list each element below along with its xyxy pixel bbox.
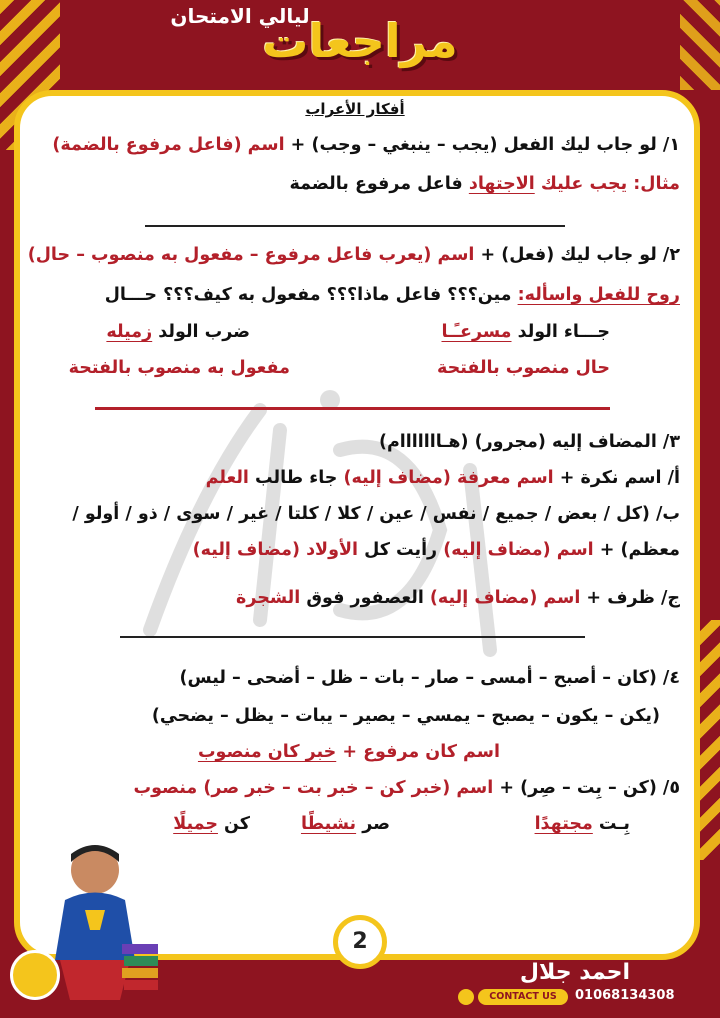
rule5-ex1-word: مجتهدًا xyxy=(534,814,593,834)
page-number: 2 xyxy=(333,915,387,969)
rule2-example-left xyxy=(106,322,250,342)
rule1-example-note: فاعل مرفوع بالضمة xyxy=(289,174,469,194)
rule3-title: ٣/ المضاف إليه (مجرور) (هـااااااام) xyxy=(378,432,680,452)
rule4-line3 xyxy=(198,742,500,762)
separator-3 xyxy=(120,636,585,638)
contact-icon xyxy=(458,989,474,1005)
rule2-ex-left-text: ضرب الولد xyxy=(152,322,250,342)
separator-1 xyxy=(145,225,565,227)
rule3-c-text: ج/ ظرف + xyxy=(580,588,680,608)
rule3-a xyxy=(20,468,680,488)
brand-logo-badge xyxy=(10,950,60,1000)
rule2-ex-right-text: جـــاء الولد xyxy=(511,322,610,342)
rule3-a-text: أ/ اسم نكرة + xyxy=(553,468,680,488)
rule2-result-right: حال منصوب بالفتحة xyxy=(436,358,610,378)
rule5-ex3-verb: كن xyxy=(217,814,250,834)
rule3-b2-example: رأيت كل xyxy=(357,540,444,560)
rule4-name: اسم كان مرفوع + xyxy=(336,742,500,762)
rule3-c xyxy=(20,588,680,608)
watermark-logo xyxy=(110,370,550,690)
rule2-result-left: مفعول به منصوب بالفتحة xyxy=(68,358,290,378)
rule3-c-example: العصفور فوق xyxy=(300,588,430,608)
rule5-ex1-verb: بِـت xyxy=(592,814,630,834)
rule2-example-right xyxy=(441,322,610,342)
rule3-b2 xyxy=(20,540,680,560)
rule2-questions: مين؟؟؟ فاعل ماذا؟؟؟ مفعول به كيف؟؟؟ حـــال xyxy=(104,285,518,305)
rule5-example3 xyxy=(173,814,250,834)
rule5-ex2-word: نشيطًا xyxy=(300,814,357,834)
rule1-example-subject: الاجتهاد xyxy=(468,174,535,194)
rule1-text: ١/ لو جاب ليك الفعل (يجب – ينبغي – وجب) + xyxy=(284,135,680,155)
rule2-ask-label: روح للفعل واسأله: xyxy=(517,285,680,305)
decorative-stripes-right-top xyxy=(680,0,720,90)
section-title: أفكار الأعراب xyxy=(305,100,405,118)
rule3-a-highlight: اسم معرفة (مضاف إليه) xyxy=(343,468,554,488)
rule4-predicate: خبر كان منصوب xyxy=(197,742,337,762)
rule3-b2-highlight: اسم (مضاف إليه) xyxy=(443,540,594,560)
separator-2 xyxy=(95,407,610,410)
rule5-example1 xyxy=(535,814,630,834)
rule2-highlight: اسم (يعرب فاعل مرفوع – مفعول به منصوب – حال) xyxy=(27,245,475,265)
rule3-a-example: جاء طالب xyxy=(248,468,344,488)
rule4-line1: ٤/ (كان – أصبح – أمسى – صار – بات – ظل – أضحى – ليس) xyxy=(179,668,680,688)
contact-us-badge: CONTACT US xyxy=(478,989,568,1005)
rule5-ex2-verb: صر xyxy=(356,814,390,834)
rule3-b2-text: معظم) + xyxy=(593,540,680,560)
rule2-line1 xyxy=(20,245,680,265)
footer-phone: 01068134308 xyxy=(575,988,675,1003)
rule1-highlight: اسم (فاعل مرفوع بالضمة) xyxy=(52,135,285,155)
rule3-b1: ب/ (كل / بعض / جميع / نفس / عين / كلا / كلتا / غير / سوى / ذو / أولو / xyxy=(72,504,680,524)
header-title: مراجعات xyxy=(262,14,458,68)
rule5-line1 xyxy=(20,778,680,798)
rule3-c-example-word: الشجرة xyxy=(236,588,301,608)
rule2-ex-right-word: مسرعـًـا xyxy=(441,322,512,342)
header-subtitle: ليالي الامتحان xyxy=(170,4,310,28)
books-icon xyxy=(120,940,160,1000)
rule5-text: ٥/ (كن – بِت – صِر) + xyxy=(493,778,680,798)
rule4-line2: (يكن – يكون – يصبح – يمسي – يصير – يبات – يظل – يضحي) xyxy=(151,706,660,726)
rule3-b2-example-word: الأولاد (مضاف إليه) xyxy=(192,540,358,560)
rule1-example-label: مثال: xyxy=(627,174,680,194)
rule3-c-highlight: اسم (مضاف إليه) xyxy=(429,588,581,608)
rule2-text: ٢/ لو جاب ليك (فعل) + xyxy=(474,245,680,265)
rule2-line2 xyxy=(20,285,680,305)
rule1-example-verb: يجب عليك xyxy=(534,174,628,194)
rule5-highlight: اسم (خبر كن – خبر بت – خبر صر) منصوب xyxy=(133,778,494,798)
rule5-example2 xyxy=(301,814,390,834)
footer-teacher-name: احمد جلال xyxy=(519,960,631,985)
rule5-ex3-word: جميلًا xyxy=(173,814,218,834)
rule1-line2 xyxy=(20,174,680,194)
rule2-ex-left-word: زميله xyxy=(106,322,153,342)
rule1-line1 xyxy=(20,135,680,155)
rule3-a-example-word: العلم xyxy=(205,468,249,488)
